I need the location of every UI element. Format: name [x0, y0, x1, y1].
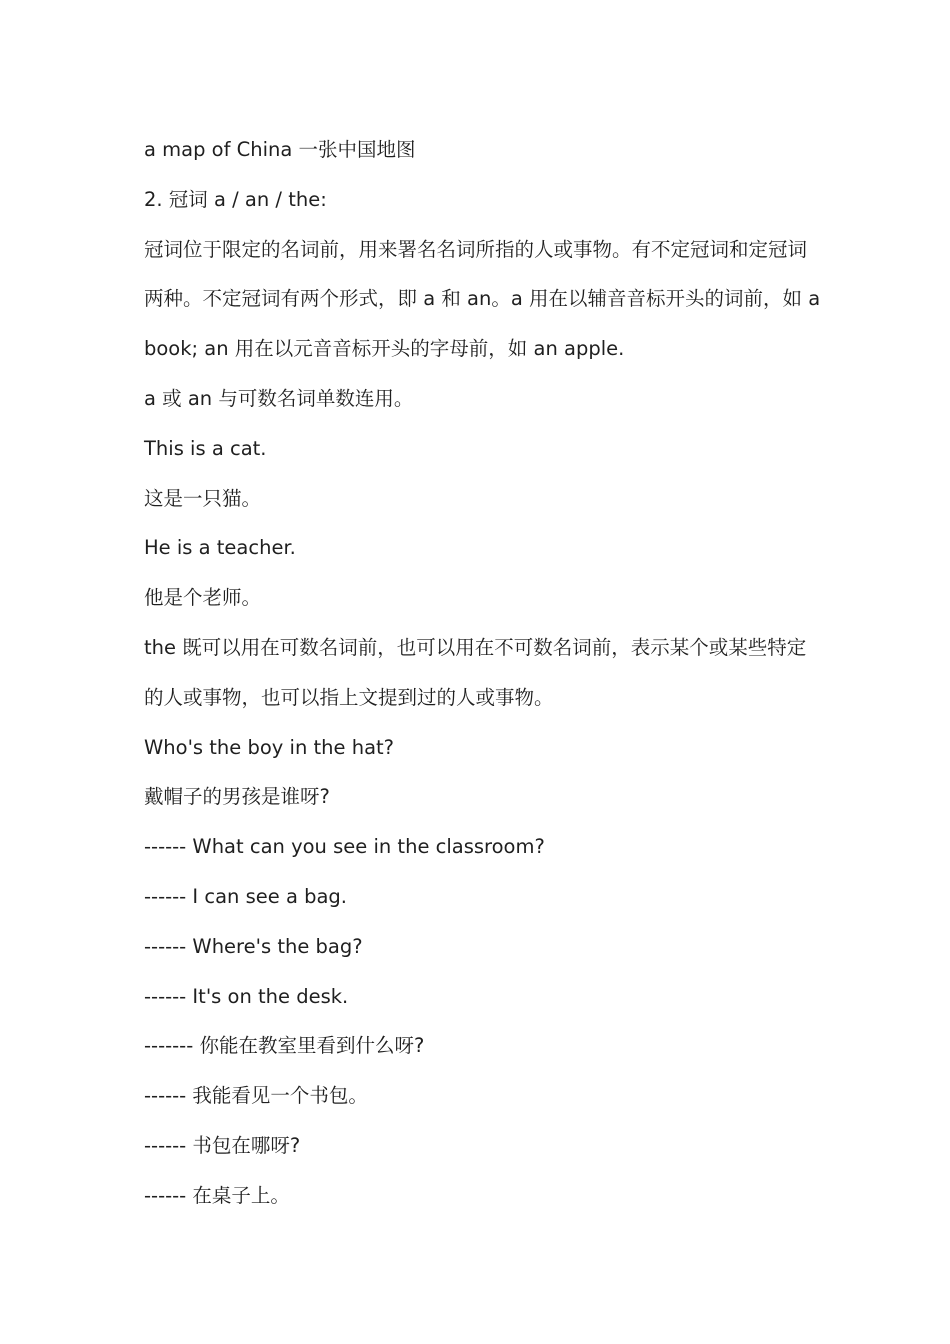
example-sentence: This is a cat. — [144, 436, 267, 460]
document-body — [144, 125, 821, 1221]
text-line: 冠词位于限定的名词前，用来署名名词所指的人或事物。有不定冠词和定冠词 — [144, 237, 808, 261]
dialogue-line: ------ It's on the desk. — [144, 984, 349, 1008]
text-line: book; an 用在以元音音标开头的字母前，如 an apple. — [144, 337, 625, 361]
text-line: 两种。不定冠词有两个形式，即 a 和 an。a 用在以辅音音标开头的词前，如 a — [144, 287, 821, 311]
dialogue-translation: ------- 你能在教室里看到什么呀? — [144, 1034, 425, 1058]
example-sentence: He is a teacher. — [144, 536, 296, 560]
example-translation: 他是个老师。 — [144, 586, 262, 610]
example-translation: 这是一只猫。 — [144, 486, 262, 510]
dialogue-line: ------ What can you see in the classroom? — [144, 835, 545, 859]
example-sentence: Who's the boy in the hat? — [144, 735, 395, 759]
section-heading: 2. 冠词 a / an / the: — [144, 187, 327, 211]
text-line: 的人或事物，也可以指上文提到过的人或事物。 — [144, 685, 554, 709]
text-line: a 或 an 与可数名词单数连用。 — [144, 386, 414, 410]
dialogue-line: ------ I can see a bag. — [144, 884, 347, 908]
example-translation: 戴帽子的男孩是谁呀? — [144, 785, 330, 809]
dialogue-translation: ------ 书包在哪呀? — [144, 1133, 301, 1157]
dialogue-line: ------ Where's the bag? — [144, 934, 363, 958]
text-line: the 既可以用在可数名词前，也可以用在不可数名词前，表示某个或某些特定 — [144, 635, 807, 659]
text-line: a map of China 一张中国地图 — [144, 138, 416, 161]
dialogue-translation: ------ 我能看见一个书包。 — [144, 1084, 368, 1108]
dialogue-translation: ------ 在桌子上。 — [144, 1183, 290, 1207]
